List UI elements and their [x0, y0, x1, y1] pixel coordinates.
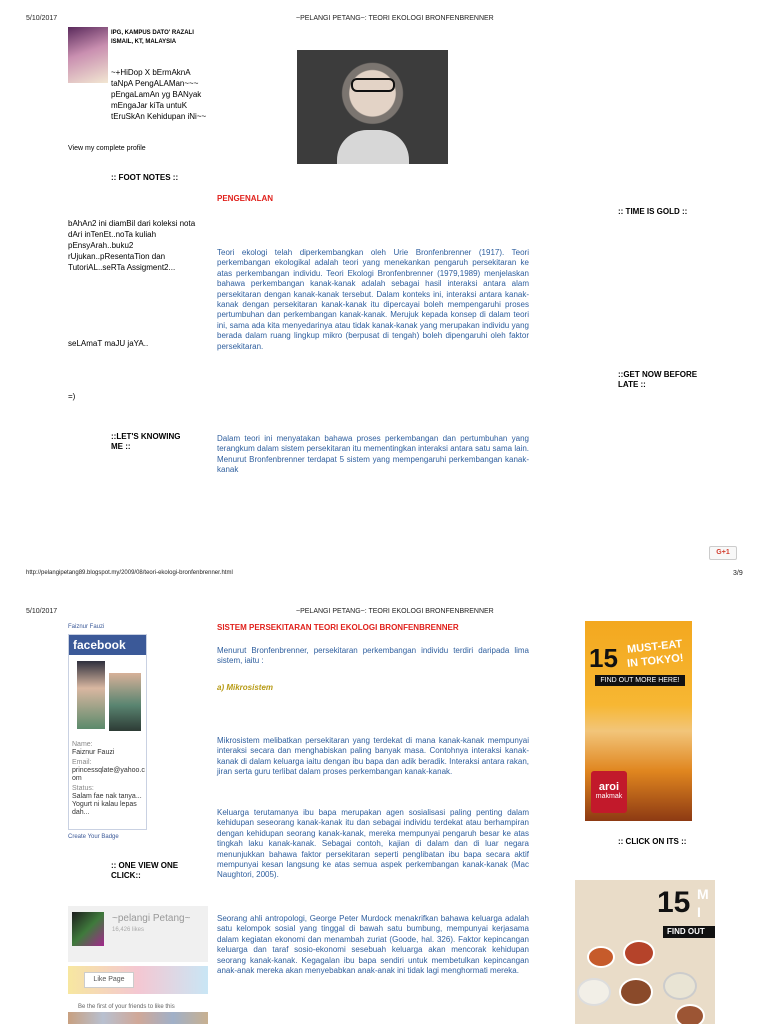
ad1-cta[interactable]: FIND OUT MORE HERE! [595, 675, 685, 686]
facebook-brand: facebook [69, 635, 146, 655]
ad2-fragment: M [697, 886, 709, 902]
click-on-title: :: CLICK ON ITS :: [618, 837, 687, 846]
badge-name: Faiznur Fauzi [72, 749, 115, 756]
time-gold-title: :: TIME IS GOLD :: [618, 207, 688, 216]
dish-shape [675, 1004, 705, 1024]
aroi-logo [591, 771, 627, 813]
fb-page-thumbnail [72, 912, 104, 946]
dish-shape [619, 978, 653, 1006]
facebook-badge[interactable] [68, 634, 147, 830]
profile-location: IPG, KAMPUS DATO' RAZALI ISMAIL, KT, MALAYSIA [111, 30, 194, 45]
farewell-text: seLAmaT maJU jaYA.. [68, 339, 149, 348]
system-intro: Menurut Bronfenbrenner, persekitaran perkembangan individu terdiri daripada lima sistem, iaitu : [217, 646, 529, 666]
badge-email: princessqlate@yahoo.com [72, 767, 145, 782]
footer-url: http://pelangipetang89.blogspot.my/2009/08/teori-ekologi-bronfenbrenner.html [26, 570, 233, 576]
bronfenbrenner-photo [297, 50, 448, 164]
badge-photo-left [77, 661, 105, 729]
get-now-title: ::GET NOW BEFORE LATE :: [618, 370, 698, 389]
dish-shape [623, 940, 655, 966]
micro-paragraph-1: Mikrosistem melibatkan persekitaran yang terdekat di mana kanak-kanak mempunyai interaksi secara dan menghabiskan paling banyak masa. Contohnya interaksi kanak-kanak di dalam keluarga iaitu dengan ibu bapa dan adik beradik. Interaksi antara rakan, jiran serta guru terlibat dalam proses perkembangan kanak-kanak. [217, 736, 529, 777]
system-heading: SISTEM PERSEKITARAN TEORI EKOLOGI BRONFENBRENNER [217, 623, 459, 632]
like-page-button[interactable]: Like Page [84, 972, 134, 988]
aroi-brand: aroi [598, 781, 620, 793]
micro-heading: a) Mikrosistem [217, 683, 274, 692]
page2-date: 5/10/2017 [26, 608, 58, 615]
create-badge-link[interactable]: Create Your Badge [68, 834, 119, 840]
food-ad-banner[interactable] [575, 880, 715, 1024]
second-paragraph: Dalam teori ini menyatakan bahawa proses perkembangan dan pertumbuhan yang terangkum dalam sistem persekitaran itu mementingkan interaksi antara satu sama lain. Menurut Bronfenbrenner terdapat 5 sistem yang mempengaruhi perkembangan kanak-kanak [217, 434, 529, 475]
footnotes-title: :: FOOT NOTES :: [111, 173, 179, 182]
page1-date: 5/10/2017 [26, 15, 58, 22]
micro-paragraph-2: Keluarga terutamanya ibu bapa merupakan agen sosialisasi paling penting dalam kehidupan seseorang kanak-kanak itu dan sebagai individu terdekat atau berhampiran dengan kehidupan seorang kanak-kanak, mereka mempunyai pengaruh besar ke atas tingkah laku kanak-kanak. Sebagai contoh, kajian di dalam dan di luar negara menunjukkan bahawa faktor persekitaran seperti penglibatan ibu bapa secara aktif mempunyai kesan langsung ke atas semua aspek perkembangan kanak-kanak (Mac Naughtori, 2005). [217, 808, 529, 880]
fb-page-name[interactable]: ~pelangi Petang~ [112, 913, 191, 924]
ad2-number: 15 [657, 886, 691, 919]
page1-title: ~PELANGI PETANG~: TEORI EKOLOGI BRONFENBRENNER [296, 15, 494, 22]
profile-motto: ~+HiDop X bErmAknA taNpA PengALAMan~~~ pEngaLamAn yg BANyak mEngaJar kiTa untuK tEruSkAn Kehidupan iNi~~ [111, 68, 207, 121]
one-view-title: :: ONE VIEW ONE CLICK:: [111, 861, 179, 880]
profile-avatar[interactable] [68, 27, 108, 83]
smiley-text: =) [68, 392, 76, 401]
ad1-line2: IN TOKYO! [626, 652, 685, 670]
aroi-brand-sub: makmak [595, 793, 623, 800]
badge-name-label: Name: [72, 741, 93, 748]
ad1-number: 15 [589, 643, 618, 673]
micro-paragraph-3: Seorang ahli antropologi, George Peter Murdock menakrifkan bahawa keluarga adalah satu kelompok sosial yang tinggal di bawah satu bumbung, mempunyai kerjasama dalam kegiatan ekonomi dan menambah zuriat (Goode, hal. 326). Faktor kepincangan keluarga dan taraf sosio-ekonomi sesebuah keluarga akan mencorak kehidupan seorang kanak-kanak. Kegagalan ibu bapa sendiri untuk membetulkan kepincangan anak-anak mereka akan menyebabkan anak-anak ini tidak lagi menghormati mereka. [217, 914, 529, 976]
badge-email-label: Email: [72, 759, 92, 766]
view-profile-link[interactable]: View my complete profile [68, 145, 146, 152]
page-number: 3/9 [733, 570, 743, 577]
eyeglasses-shape [351, 78, 395, 92]
intro-heading: PENGENALAN [217, 194, 274, 203]
fb-friends-avatars [68, 1012, 208, 1024]
page2-title: ~PELANGI PETANG~: TEORI EKOLOGI BRONFENBRENNER [296, 608, 494, 615]
knowing-me-title: ::LET'S KNOWING ME :: [111, 432, 181, 451]
badge-status: Salam fae nak tanya... Yogurt ni kalau lepas dah... [72, 793, 142, 816]
shirt-shape [337, 130, 409, 164]
ad2-fragment-2: I [697, 904, 701, 920]
dish-shape [663, 972, 697, 1000]
badge-owner-link[interactable]: Faiznur Fauzi [68, 624, 105, 630]
badge-status-label: Status: [72, 785, 94, 792]
fb-cover-strip [68, 966, 208, 994]
ad2-cta[interactable]: FIND OUT [663, 926, 715, 938]
footnotes-text: bAhAn2 ini diamBil dari koleksi nota dAri inTenEt..noTa kuliah pEnsyArah..buku2 rUjukan..pResentaTion dan TutoriAL..seRTa Assigment2... [68, 219, 196, 272]
google-plus-button[interactable]: G+1 [709, 546, 737, 560]
dish-shape [577, 978, 611, 1006]
fb-page-likes: 16,426 likes [112, 927, 145, 933]
tokyo-ad-banner[interactable] [585, 621, 692, 821]
ad1-line1: MUST-EAT [626, 638, 683, 656]
fb-page-widget[interactable] [68, 906, 208, 962]
badge-photo-right [109, 673, 141, 731]
fb-friends-cta: Be the first of your friends to like this [78, 1004, 175, 1010]
intro-paragraph: Teori ekologi telah diperkembangkan oleh Urie Bronfenbrenner (1917). Teori perkembangan ekologikal adalah teori yang menekankan pengaruh persekitaran ke atas perkembangan individu. Teori Ekologi Bronfenbrenner (1979,1989) menjelaskan bahawa perkembangan kanak-kanak adalah sebagai hasil interaksi antara alam persekitaran dengan kanak-kanak tersebut. Dalam konteks ini, interaksi antara kanak-kanak dengan persekitaran kanak-kanak itu dipercayai boleh mempengaruhi proses pertumbuhan dan perkembangan kanak-kanak. Merujuk kepada konsep di dalam teori ini, sama ada kita menyedarinya atau tidak kanak-kanak yang merupakan individu yang berada dalam ruang lingkup mikro (berpusat di tengah) boleh dipengaruhi oleh faktor persekitaran. [217, 248, 529, 351]
dish-shape [587, 946, 615, 968]
